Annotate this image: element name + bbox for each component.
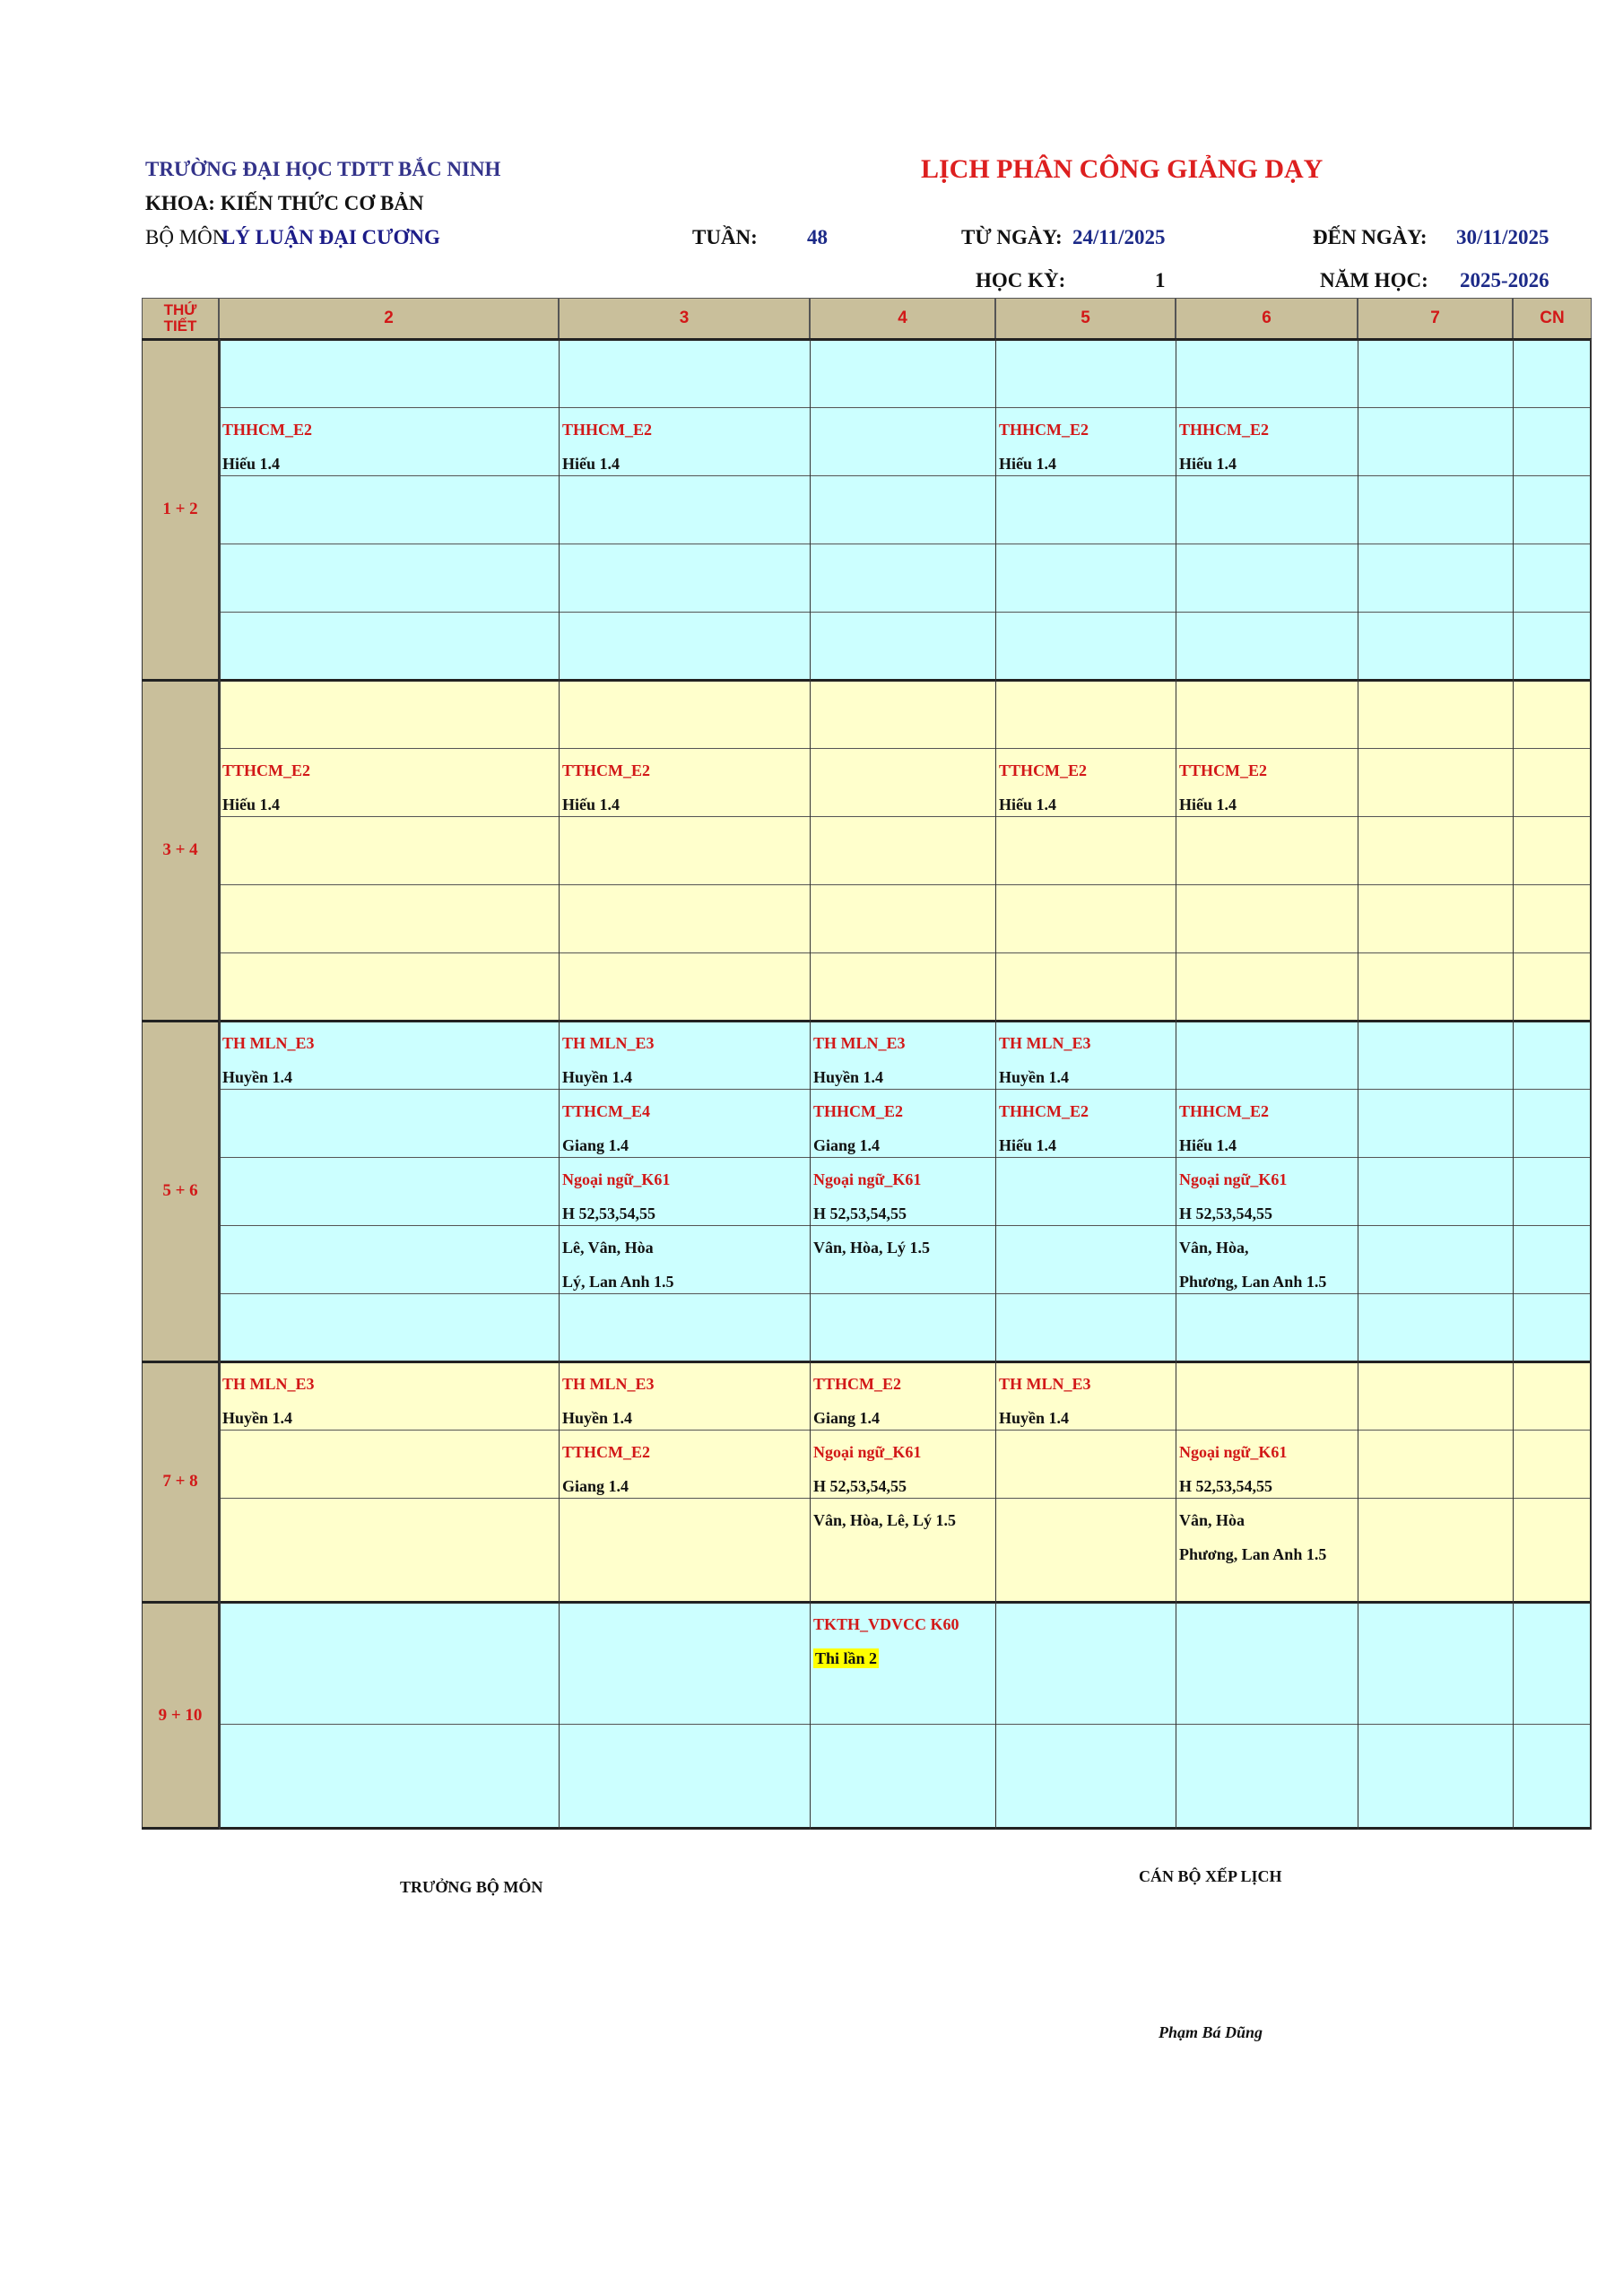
period-separator bbox=[142, 1827, 1592, 1830]
course-code: TTHCM_E2 bbox=[1179, 761, 1268, 779]
course-code: THHCM_E2 bbox=[562, 421, 653, 439]
teacher-room: Giang 1.4 bbox=[813, 1136, 881, 1154]
exam-note bbox=[813, 1648, 959, 1668]
period-label: 1 + 2 bbox=[142, 339, 219, 680]
course-code: Ngoại ngữ_K61 bbox=[813, 1443, 922, 1461]
schedule-entry bbox=[1179, 1101, 1269, 1155]
page-title: LỊCH PHÂN CÔNG GIẢNG DẠY bbox=[921, 154, 1324, 184]
schedule-entry bbox=[999, 420, 1089, 474]
week-label: TUẦN: bbox=[692, 226, 758, 248]
teacher-room: Hiếu 1.4 bbox=[222, 796, 281, 813]
teacher-room: Hiếu 1.4 bbox=[1179, 796, 1237, 813]
teacher-room: Huyền 1.4 bbox=[562, 1409, 633, 1427]
course-code: TH MLN_E3 bbox=[999, 1375, 1091, 1393]
period-label: 3 + 4 bbox=[142, 680, 219, 1021]
row-divider bbox=[219, 1430, 1592, 1431]
row-divider bbox=[219, 816, 1592, 817]
teacher-room: Giang 1.4 bbox=[562, 1136, 629, 1154]
course-code: TKTH_VDVCC K60 bbox=[813, 1615, 959, 1633]
schedule-entry bbox=[1179, 1442, 1326, 1564]
room-list: H 52,53,54,55 bbox=[562, 1205, 656, 1222]
teacher-room: Hiếu 1.4 bbox=[999, 1136, 1057, 1154]
week-value: 48 bbox=[807, 226, 828, 248]
period-band bbox=[219, 339, 1592, 680]
period-separator bbox=[142, 1361, 1592, 1363]
period-separator bbox=[142, 338, 1592, 341]
corner-day-label: THỨ bbox=[163, 301, 197, 318]
teacher-list: Phương, Lan Anh 1.5 bbox=[1179, 1273, 1327, 1291]
period-band bbox=[219, 680, 1592, 1021]
period-label: 5 + 6 bbox=[142, 1021, 219, 1361]
room-list: H 52,53,54,55 bbox=[813, 1205, 907, 1222]
column-divider bbox=[995, 339, 996, 1830]
row-divider bbox=[219, 475, 1592, 476]
teacher-list: Phương, Lan Anh 1.5 bbox=[1179, 1545, 1327, 1563]
course-code: TH MLN_E3 bbox=[562, 1375, 655, 1393]
course-code: TH MLN_E3 bbox=[813, 1034, 906, 1052]
teacher-room: Hiếu 1.4 bbox=[222, 455, 281, 473]
course-code: THHCM_E2 bbox=[999, 421, 1089, 439]
course-code: Ngoại ngữ_K61 bbox=[562, 1170, 671, 1188]
row-divider bbox=[219, 1293, 1592, 1294]
to-date-label: ĐẾN NGÀY: bbox=[1313, 226, 1428, 248]
teacher-list: Vân, Hòa bbox=[1179, 1511, 1245, 1529]
schedule-entry bbox=[562, 1374, 655, 1428]
period-label: 7 + 8 bbox=[142, 1361, 219, 1602]
course-code: THHCM_E2 bbox=[1179, 421, 1270, 439]
row-divider bbox=[219, 748, 1592, 749]
teacher-room: Huyền 1.4 bbox=[222, 1068, 293, 1086]
course-code: Ngoại ngữ_K61 bbox=[1179, 1443, 1288, 1461]
row-divider bbox=[219, 612, 1592, 613]
faculty-name: KHOA: KIẾN THỨC CƠ BẢN bbox=[145, 192, 424, 214]
teacher-room: Giang 1.4 bbox=[562, 1477, 629, 1495]
room-list: H 52,53,54,55 bbox=[1179, 1205, 1273, 1222]
course-code: TTHCM_E2 bbox=[999, 761, 1088, 779]
teacher-room: Hiếu 1.4 bbox=[562, 796, 621, 813]
column-divider bbox=[810, 339, 811, 1830]
column-divider bbox=[219, 339, 221, 1830]
corner-period-label: TIẾT bbox=[163, 317, 197, 335]
course-code: Ngoại ngữ_K61 bbox=[813, 1170, 922, 1188]
schedule-entry bbox=[813, 1033, 906, 1087]
year-label: NĂM HỌC: bbox=[1320, 269, 1428, 291]
dept-name: LÝ LUẬN ĐẠI CƯƠNG bbox=[221, 226, 440, 248]
day-header: CN bbox=[1513, 298, 1592, 339]
teacher-room: Huyền 1.4 bbox=[813, 1068, 884, 1086]
teacher-room: Huyền 1.4 bbox=[999, 1409, 1070, 1427]
teacher-room: Hiếu 1.4 bbox=[562, 455, 621, 473]
course-code: TH MLN_E3 bbox=[222, 1034, 315, 1052]
period-separator bbox=[142, 679, 1592, 682]
scheduler-name: Phạm Bá Dũng bbox=[1159, 2023, 1263, 2041]
schedule-entry bbox=[562, 761, 650, 814]
period-label: 9 + 10 bbox=[142, 1602, 219, 1830]
row-divider bbox=[219, 884, 1592, 885]
teacher-room: Huyền 1.4 bbox=[999, 1068, 1070, 1086]
schedule-entry bbox=[999, 1033, 1091, 1087]
head-of-dept-label: TRƯỞNG BỘ MÔN bbox=[400, 1878, 543, 1896]
row-divider bbox=[219, 1157, 1592, 1158]
schedule-entry bbox=[999, 1101, 1089, 1155]
year-value: 2025-2026 bbox=[1460, 269, 1549, 291]
course-code: TH MLN_E3 bbox=[222, 1375, 315, 1393]
teacher-list: Vân, Hòa, bbox=[1179, 1239, 1249, 1257]
from-date-value: 24/11/2025 bbox=[1072, 226, 1166, 248]
schedule-entry bbox=[562, 1101, 650, 1155]
teacher-room: Giang 1.4 bbox=[813, 1409, 881, 1427]
exam-note-highlight: Thi lần 2 bbox=[815, 1649, 878, 1667]
teacher-room: Huyền 1.4 bbox=[562, 1068, 633, 1086]
row-divider bbox=[219, 1724, 1592, 1725]
day-header: 5 bbox=[995, 298, 1176, 339]
scheduler-label: CÁN BỘ XẾP LỊCH bbox=[1139, 1867, 1282, 1885]
course-code: TH MLN_E3 bbox=[562, 1034, 655, 1052]
column-divider bbox=[559, 339, 560, 1830]
schedule-entry bbox=[562, 1033, 655, 1087]
schedule-entry bbox=[1179, 420, 1269, 474]
day-header: 6 bbox=[1176, 298, 1358, 339]
day-header: 3 bbox=[559, 298, 810, 339]
semester-value: 1 bbox=[1155, 269, 1166, 291]
schedule-entry bbox=[222, 761, 310, 814]
schedule-entry bbox=[1179, 1170, 1326, 1292]
schedule-entry bbox=[562, 1442, 650, 1496]
schedule-entry bbox=[813, 1170, 930, 1257]
column-divider bbox=[1590, 339, 1592, 1830]
schedule-entry bbox=[999, 761, 1087, 814]
schedule-entry bbox=[1179, 761, 1267, 814]
column-divider bbox=[1513, 339, 1514, 1830]
course-code: TTHCM_E4 bbox=[562, 1102, 651, 1120]
room-list: H 52,53,54,55 bbox=[813, 1477, 907, 1495]
period-separator bbox=[142, 1020, 1592, 1022]
schedule-entry bbox=[222, 420, 312, 474]
day-header: 2 bbox=[219, 298, 559, 339]
row-divider bbox=[219, 407, 1592, 408]
teacher-list: Vân, Hòa, Lê, Lý 1.5 bbox=[813, 1511, 957, 1529]
course-code: TH MLN_E3 bbox=[999, 1034, 1091, 1052]
course-code: THHCM_E2 bbox=[222, 421, 313, 439]
row-divider bbox=[219, 952, 1592, 953]
teacher-list: Lê, Vân, Hòa bbox=[562, 1239, 654, 1257]
dept-prefix: BỘ MÔN bbox=[145, 226, 228, 248]
corner-header bbox=[142, 298, 219, 339]
course-code: THHCM_E2 bbox=[1179, 1102, 1270, 1120]
to-date-value: 30/11/2025 bbox=[1456, 226, 1549, 248]
room-list: H 52,53,54,55 bbox=[1179, 1477, 1273, 1495]
course-code: TTHCM_E2 bbox=[562, 761, 651, 779]
course-code: THHCM_E2 bbox=[813, 1102, 904, 1120]
day-header: 4 bbox=[810, 298, 995, 339]
course-code: Ngoại ngữ_K61 bbox=[1179, 1170, 1288, 1188]
teacher-room: Huyền 1.4 bbox=[222, 1409, 293, 1427]
teacher-list: Vân, Hòa, Lý 1.5 bbox=[813, 1239, 931, 1257]
schedule-entry bbox=[999, 1374, 1091, 1428]
row-divider bbox=[219, 1089, 1592, 1090]
schedule-entry bbox=[562, 420, 652, 474]
semester-label: HỌC KỲ: bbox=[976, 269, 1066, 291]
schedule-entry bbox=[222, 1033, 315, 1087]
teacher-room: Hiếu 1.4 bbox=[1179, 455, 1237, 473]
teacher-room: Hiếu 1.4 bbox=[999, 796, 1057, 813]
schedule-entry bbox=[813, 1442, 956, 1530]
period-separator bbox=[142, 1601, 1592, 1604]
school-name: TRƯỜNG ĐẠI HỌC TDTT BẮC NINH bbox=[145, 158, 501, 180]
course-code: TTHCM_E2 bbox=[222, 761, 311, 779]
course-code: THHCM_E2 bbox=[999, 1102, 1089, 1120]
schedule-table bbox=[142, 298, 1592, 1830]
from-date-label: TỪ NGÀY: bbox=[961, 226, 1063, 248]
schedule-entry bbox=[813, 1101, 903, 1155]
schedule-entry bbox=[562, 1170, 674, 1292]
teacher-list: Lý, Lan Anh 1.5 bbox=[562, 1273, 674, 1291]
schedule-entry bbox=[222, 1374, 315, 1428]
schedule-entry bbox=[813, 1374, 901, 1428]
schedule-entry bbox=[813, 1614, 959, 1668]
course-code: TTHCM_E2 bbox=[813, 1375, 902, 1393]
teacher-room: Hiếu 1.4 bbox=[1179, 1136, 1237, 1154]
course-code: TTHCM_E2 bbox=[562, 1443, 651, 1461]
teacher-room: Hiếu 1.4 bbox=[999, 455, 1057, 473]
day-header: 7 bbox=[1358, 298, 1513, 339]
